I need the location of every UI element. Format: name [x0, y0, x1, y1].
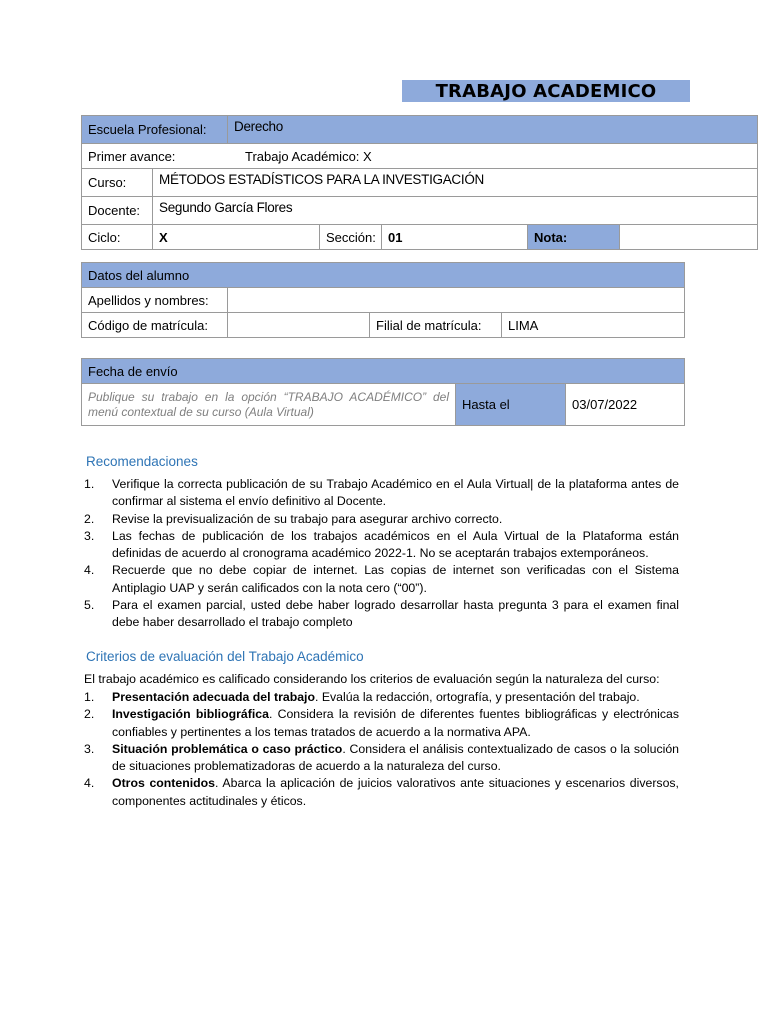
seccion-label: Sección: [320, 225, 382, 250]
envio-table [81, 358, 685, 426]
item-number: 2. [84, 511, 95, 526]
list-item [84, 741, 679, 776]
list-item [84, 511, 679, 528]
filial-label: Filial de matrícula: [370, 313, 502, 338]
hasta-label: Hasta el [456, 384, 566, 426]
envio-header-row [82, 359, 685, 384]
docente-row [82, 197, 758, 225]
avance-row [82, 144, 758, 169]
ciclo-value: X [153, 225, 320, 250]
apellidos-row [82, 288, 685, 313]
alumno-header: Datos del alumno [82, 263, 685, 288]
course-info-table [81, 115, 758, 250]
recomendaciones-heading: Recomendaciones [86, 454, 198, 469]
list-item [84, 528, 679, 563]
envio-note: Publique su trabajo en la opción “TRABAJO ACADÉMICO” del menú contextual de su curso (Aula Virtual) [82, 384, 456, 426]
seccion-value: 01 [382, 225, 528, 250]
item-number: 5. [84, 598, 95, 613]
list-item [84, 597, 679, 632]
item-number: 3. [84, 528, 95, 543]
nota-label: Nota: [528, 225, 620, 250]
item-text: . Abarca la aplicación de juicios valorativos ante situaciones y escenarios diversos, componentes actitudinales y éticos. [112, 776, 679, 808]
item-number: 2. [84, 707, 95, 722]
item-bold: Otros contenidos [112, 776, 216, 791]
list-item [84, 562, 679, 597]
curso-value: MÉTODOS ESTADÍSTICOS PARA LA INVESTIGACIÓN [153, 169, 758, 197]
ciclo-label: Ciclo: [82, 225, 153, 250]
escuela-label: Escuela Profesional: [82, 116, 228, 144]
document-title: TRABAJO ACADEMICO [402, 80, 690, 102]
escuela-value: Derecho [228, 116, 758, 144]
item-text: Verifique la correcta publicación de su Trabajo Académico en el Aula Virtual| de la plataforma antes de confirmar al sistema el envío definitivo al Docente. [112, 477, 679, 509]
item-text: . Evalúa la redacción, ortografía, y presentación del trabajo. [314, 690, 640, 704]
list-item [84, 476, 679, 511]
list-item [84, 775, 679, 810]
envio-row [82, 384, 685, 426]
item-text: Recuerde que no debe copiar de internet. Las copias de internet son verificadas con el Sistema Antiplagio UAP y serán calificados con la nota cero (“00”). [112, 563, 679, 595]
item-text: Las fechas de publicación de los trabajos académicos en el Aula Virtual de la Plataforma están definidas de acuerdo al cronograma académico 2022-1. No se aceptarán trabajos extemporáneos. [112, 528, 679, 561]
item-text: . Considera el análisis contextualizado de casos o la solución de situaciones problematizadoras de acuerdo a la naturaleza del curso. [112, 741, 680, 774]
apellidos-label: Apellidos y nombres: [82, 288, 228, 313]
codigo-row [82, 313, 685, 338]
curso-label: Curso: [82, 169, 153, 197]
item-number: 1. [84, 477, 95, 491]
criterios-intro: El trabajo académico es calificado considerando los criterios de evaluación según la naturaleza del curso: [84, 672, 660, 686]
item-text: . Considera la revisión de diferentes fuentes bibliográficas y electrónicas confiables y pertinentes a los temas tratados de acuerdo a la normativa APA. [112, 707, 679, 739]
item-text: Revise la previsualización de su trabajo para asegurar archivo correcto. [112, 511, 503, 526]
item-text: Para el examen parcial, usted debe haber logrado desarrollar hasta pregunta 3 para el examen final debe haber desarrollado el trabajo completo [112, 598, 679, 630]
envio-header: Fecha de envío [82, 359, 685, 384]
avance-label: Primer avance: [88, 148, 176, 164]
list-item [84, 689, 679, 706]
apellidos-field[interactable] [228, 288, 685, 313]
avance-value: Trabajo Académico: X [245, 148, 372, 164]
student-data-table [81, 262, 685, 338]
curso-row [82, 169, 758, 197]
docente-value: Segundo García Flores [153, 197, 758, 225]
fecha-value: 03/07/2022 [566, 384, 685, 426]
avance-cell [82, 144, 758, 169]
item-number: 4. [84, 563, 95, 578]
escuela-row [82, 116, 758, 144]
codigo-label: Código de matrícula: [82, 313, 228, 338]
list-item [84, 706, 679, 741]
alumno-header-row [82, 263, 685, 288]
docente-label: Docente: [82, 197, 153, 225]
codigo-field[interactable] [228, 313, 370, 338]
item-bold: Situación problemática o caso práctico [112, 741, 343, 756]
recomendaciones-list [84, 476, 679, 632]
item-number: 3. [84, 741, 95, 756]
criterios-list [84, 689, 679, 810]
item-bold: Presentación adecuada del trabajo [112, 690, 315, 704]
criterios-heading: Criterios de evaluación del Trabajo Académico [86, 649, 364, 664]
filial-value: LIMA [502, 313, 685, 338]
ciclo-row [82, 225, 758, 250]
item-bold: Investigación bibliográfica [112, 707, 269, 722]
item-number: 4. [84, 776, 95, 791]
nota-value [620, 225, 758, 250]
item-number: 1. [84, 690, 95, 704]
